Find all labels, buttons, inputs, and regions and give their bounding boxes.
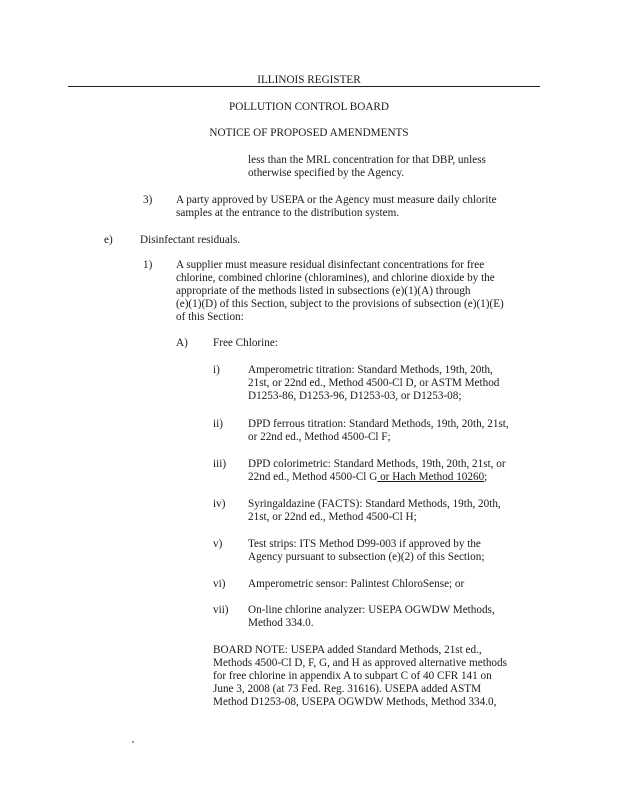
section-e-heading: Disinfectant residuals. xyxy=(140,234,241,246)
board-note-line: Method D1253-08, USEPA OGWDW Methods, Method 334.0, xyxy=(213,696,497,708)
method-line: Amperometric sensor: Palintest ChloroSense; or xyxy=(248,578,465,590)
method-line: Agency pursuant to subsection (e)(2) of this Section; xyxy=(248,551,485,563)
added-text-underlined: or Hach Method 10260 xyxy=(377,471,485,483)
method-line: Amperometric titration: Standard Methods, 19th, 20th, xyxy=(248,364,493,376)
method-marker: vi) xyxy=(213,578,226,590)
item-1-line: of this Section: xyxy=(176,311,244,323)
continuation-line: less than the MRL concentration for that DBP, unless xyxy=(248,154,486,166)
item-1-line: appropriate of the methods listed in subsections (e)(1)(A) through xyxy=(176,285,471,297)
method-line: Test strips: ITS Method D99-003 if approved by the xyxy=(248,538,481,550)
item-3-marker: 3) xyxy=(143,194,153,206)
item-a-marker: A) xyxy=(176,337,188,349)
scan-speck xyxy=(132,741,134,743)
method-line: Method 334.0. xyxy=(248,617,314,629)
item-1-line: (e)(1)(D) of this Section, subject to the provisions of subsection (e)(1)(E) xyxy=(176,298,504,310)
method-line: Syringaldazine (FACTS): Standard Methods, 19th, 20th, xyxy=(248,498,501,510)
method-line: DPD colorimetric: Standard Methods, 19th, 20th, 21st, or xyxy=(248,458,506,470)
method-line: 21st, or 22nd ed., Method 4500-Cl D, or ASTM Method xyxy=(248,377,500,389)
notice-title: NOTICE OF PROPOSED AMENDMENTS xyxy=(209,127,409,139)
section-e-marker: e) xyxy=(104,234,113,246)
board-note-line: Methods 4500-Cl D, F, G, and H as approved alternative methods xyxy=(213,657,507,669)
board-note-line: BOARD NOTE: USEPA added Standard Methods, 21st ed., xyxy=(213,644,482,656)
method-marker: i) xyxy=(213,364,220,376)
item-3-line: samples at the entrance to the distribution system. xyxy=(176,207,400,219)
method-marker: ii) xyxy=(213,418,223,430)
item-1-marker: 1) xyxy=(143,259,153,271)
method-line xyxy=(248,471,487,484)
method-line: On-line chlorine analyzer: USEPA OGWDW Methods, xyxy=(248,604,495,616)
method-line: or 22nd ed., Method 4500-Cl F; xyxy=(248,431,391,443)
item-1-line: chlorine, combined chlorine (chloramines), and chlorine dioxide by the xyxy=(176,272,495,284)
board-note-line: June 3, 2008 (at 73 Fed. Reg. 31616). USEPA added ASTM xyxy=(213,683,482,695)
method-marker: iii) xyxy=(213,458,227,470)
register-title: ILLINOIS REGISTER xyxy=(257,74,361,86)
method-marker: vii) xyxy=(213,604,229,616)
method-text: 22nd ed., Method 4500-Cl G xyxy=(248,471,378,483)
method-marker: v) xyxy=(213,538,223,550)
method-text-trail: ; xyxy=(484,471,488,483)
item-3-line: A party approved by USEPA or the Agency must measure daily chlorite xyxy=(176,194,497,206)
method-line: 21st, or 22nd ed., Method 4500-Cl H; xyxy=(248,511,417,523)
item-a-heading: Free Chlorine: xyxy=(213,337,278,349)
method-line: D1253-86, D1253-96, D1253-03, or D1253-08; xyxy=(248,390,462,402)
method-marker: iv) xyxy=(213,498,226,510)
board-note-line: for free chlorine in appendix A to subpart C of 40 CFR 141 on xyxy=(213,670,492,682)
continuation-line: otherwise specified by the Agency. xyxy=(248,167,405,179)
board-title: POLLUTION CONTROL BOARD xyxy=(229,101,389,113)
method-line: DPD ferrous titration: Standard Methods, 19th, 20th, 21st, xyxy=(248,418,509,430)
header-rule xyxy=(68,86,540,87)
item-1-line: A supplier must measure residual disinfectant concentrations for free xyxy=(176,259,485,271)
